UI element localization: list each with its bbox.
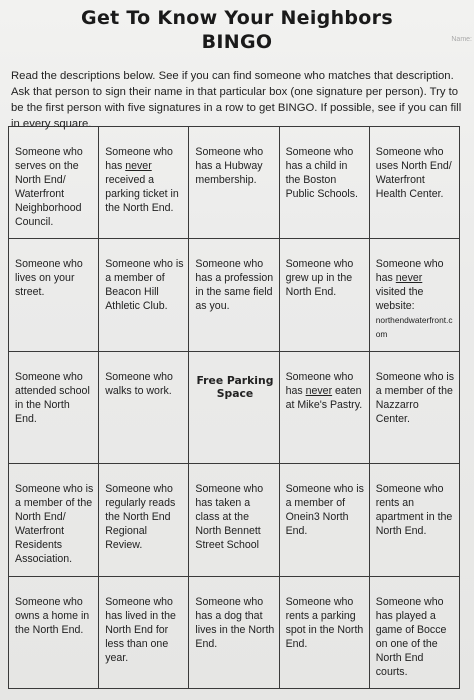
bingo-square[interactable] — [369, 239, 459, 351]
website-text: northendwaterfront.com — [375, 315, 453, 340]
bingo-square[interactable]: Someone who has a dog that lives in the North End. — [189, 576, 279, 688]
bingo-square[interactable]: Someone who grew up in the North End. — [279, 239, 369, 351]
bingo-square[interactable]: Someone who has a profession in the same field as you. — [189, 239, 279, 351]
square-text: visited the website: — [375, 286, 424, 313]
page-title: Get To Know Your Neighbors — [81, 7, 393, 29]
bingo-row — [9, 464, 460, 576]
bingo-square[interactable]: Someone who lives on your street. — [9, 239, 99, 351]
square-emphasis: never — [125, 160, 152, 172]
bingo-square[interactable]: Someone who rents a parking spot in the North End. — [279, 576, 369, 688]
bingo-square[interactable]: Someone who is a member of the North End/ Waterfront Residents Association. — [9, 464, 99, 576]
page-subtitle: BINGO — [201, 31, 273, 53]
bingo-square[interactable]: Someone who is a member of the Nazzarro Center. — [369, 351, 459, 463]
bingo-square[interactable]: Someone who regularly reads the North End Regional Review. — [99, 464, 189, 576]
square-text: received a parking ticket in the North End. — [105, 174, 179, 214]
bingo-square[interactable]: Someone who owns a home in the North End. — [9, 576, 99, 688]
bingo-square[interactable]: Someone who walks to work. — [99, 351, 189, 463]
bingo-square[interactable]: Someone who rents an apartment in the North End. — [369, 464, 459, 576]
bleed-through-text: Name: — [451, 36, 472, 43]
bingo-square[interactable]: Someone who has lived in the North End for less than one year. — [99, 576, 189, 688]
bingo-square[interactable]: Someone who is a member of Beacon Hill Athletic Club. — [99, 239, 189, 351]
bingo-square[interactable]: Someone who uses North End/ Waterfront Health Center. — [369, 127, 459, 239]
bingo-row — [9, 351, 460, 463]
bingo-square[interactable]: Someone who has a child in the Boston Public Schools. — [279, 127, 369, 239]
bingo-square[interactable]: Someone who has played a game of Bocce on one of the North End courts. — [369, 576, 459, 688]
square-text: Someone who has — [375, 258, 444, 285]
free-space-square[interactable]: Free Parking Space — [189, 351, 279, 463]
bingo-grid — [8, 126, 460, 689]
instructions-paragraph: Read the descriptions below. See if you can find someone who matches that description. Ask that person to sign their name in that particular box (one signature per person). Try to be the first person with five signatures in a row to get BINGO. If possible, see if you can fill in every square. — [11, 70, 462, 130]
bingo-row — [9, 576, 460, 688]
bingo-square[interactable]: Someone who has taken a class at the North Bennett Street School — [189, 464, 279, 576]
square-text: eaten at Mike's Pastry. — [285, 384, 363, 411]
bingo-row — [9, 239, 460, 351]
square-text: Someone who has — [105, 146, 173, 172]
bingo-square[interactable]: Someone who has a Hubway membership. — [189, 127, 279, 239]
square-emphasis: never — [395, 272, 423, 285]
bingo-square[interactable] — [99, 127, 189, 239]
bingo-square[interactable]: Someone who attended school in the North End. — [9, 351, 99, 463]
square-text: Someone who has — [285, 370, 354, 397]
bingo-square[interactable]: Someone who serves on the North End/ Waterfront Neighborhood Council. — [9, 127, 99, 239]
bingo-row — [9, 127, 460, 239]
bingo-square[interactable] — [279, 351, 369, 463]
square-emphasis: never — [305, 384, 333, 397]
bingo-square[interactable]: Someone who is a member of Onein3 North End. — [279, 464, 369, 576]
